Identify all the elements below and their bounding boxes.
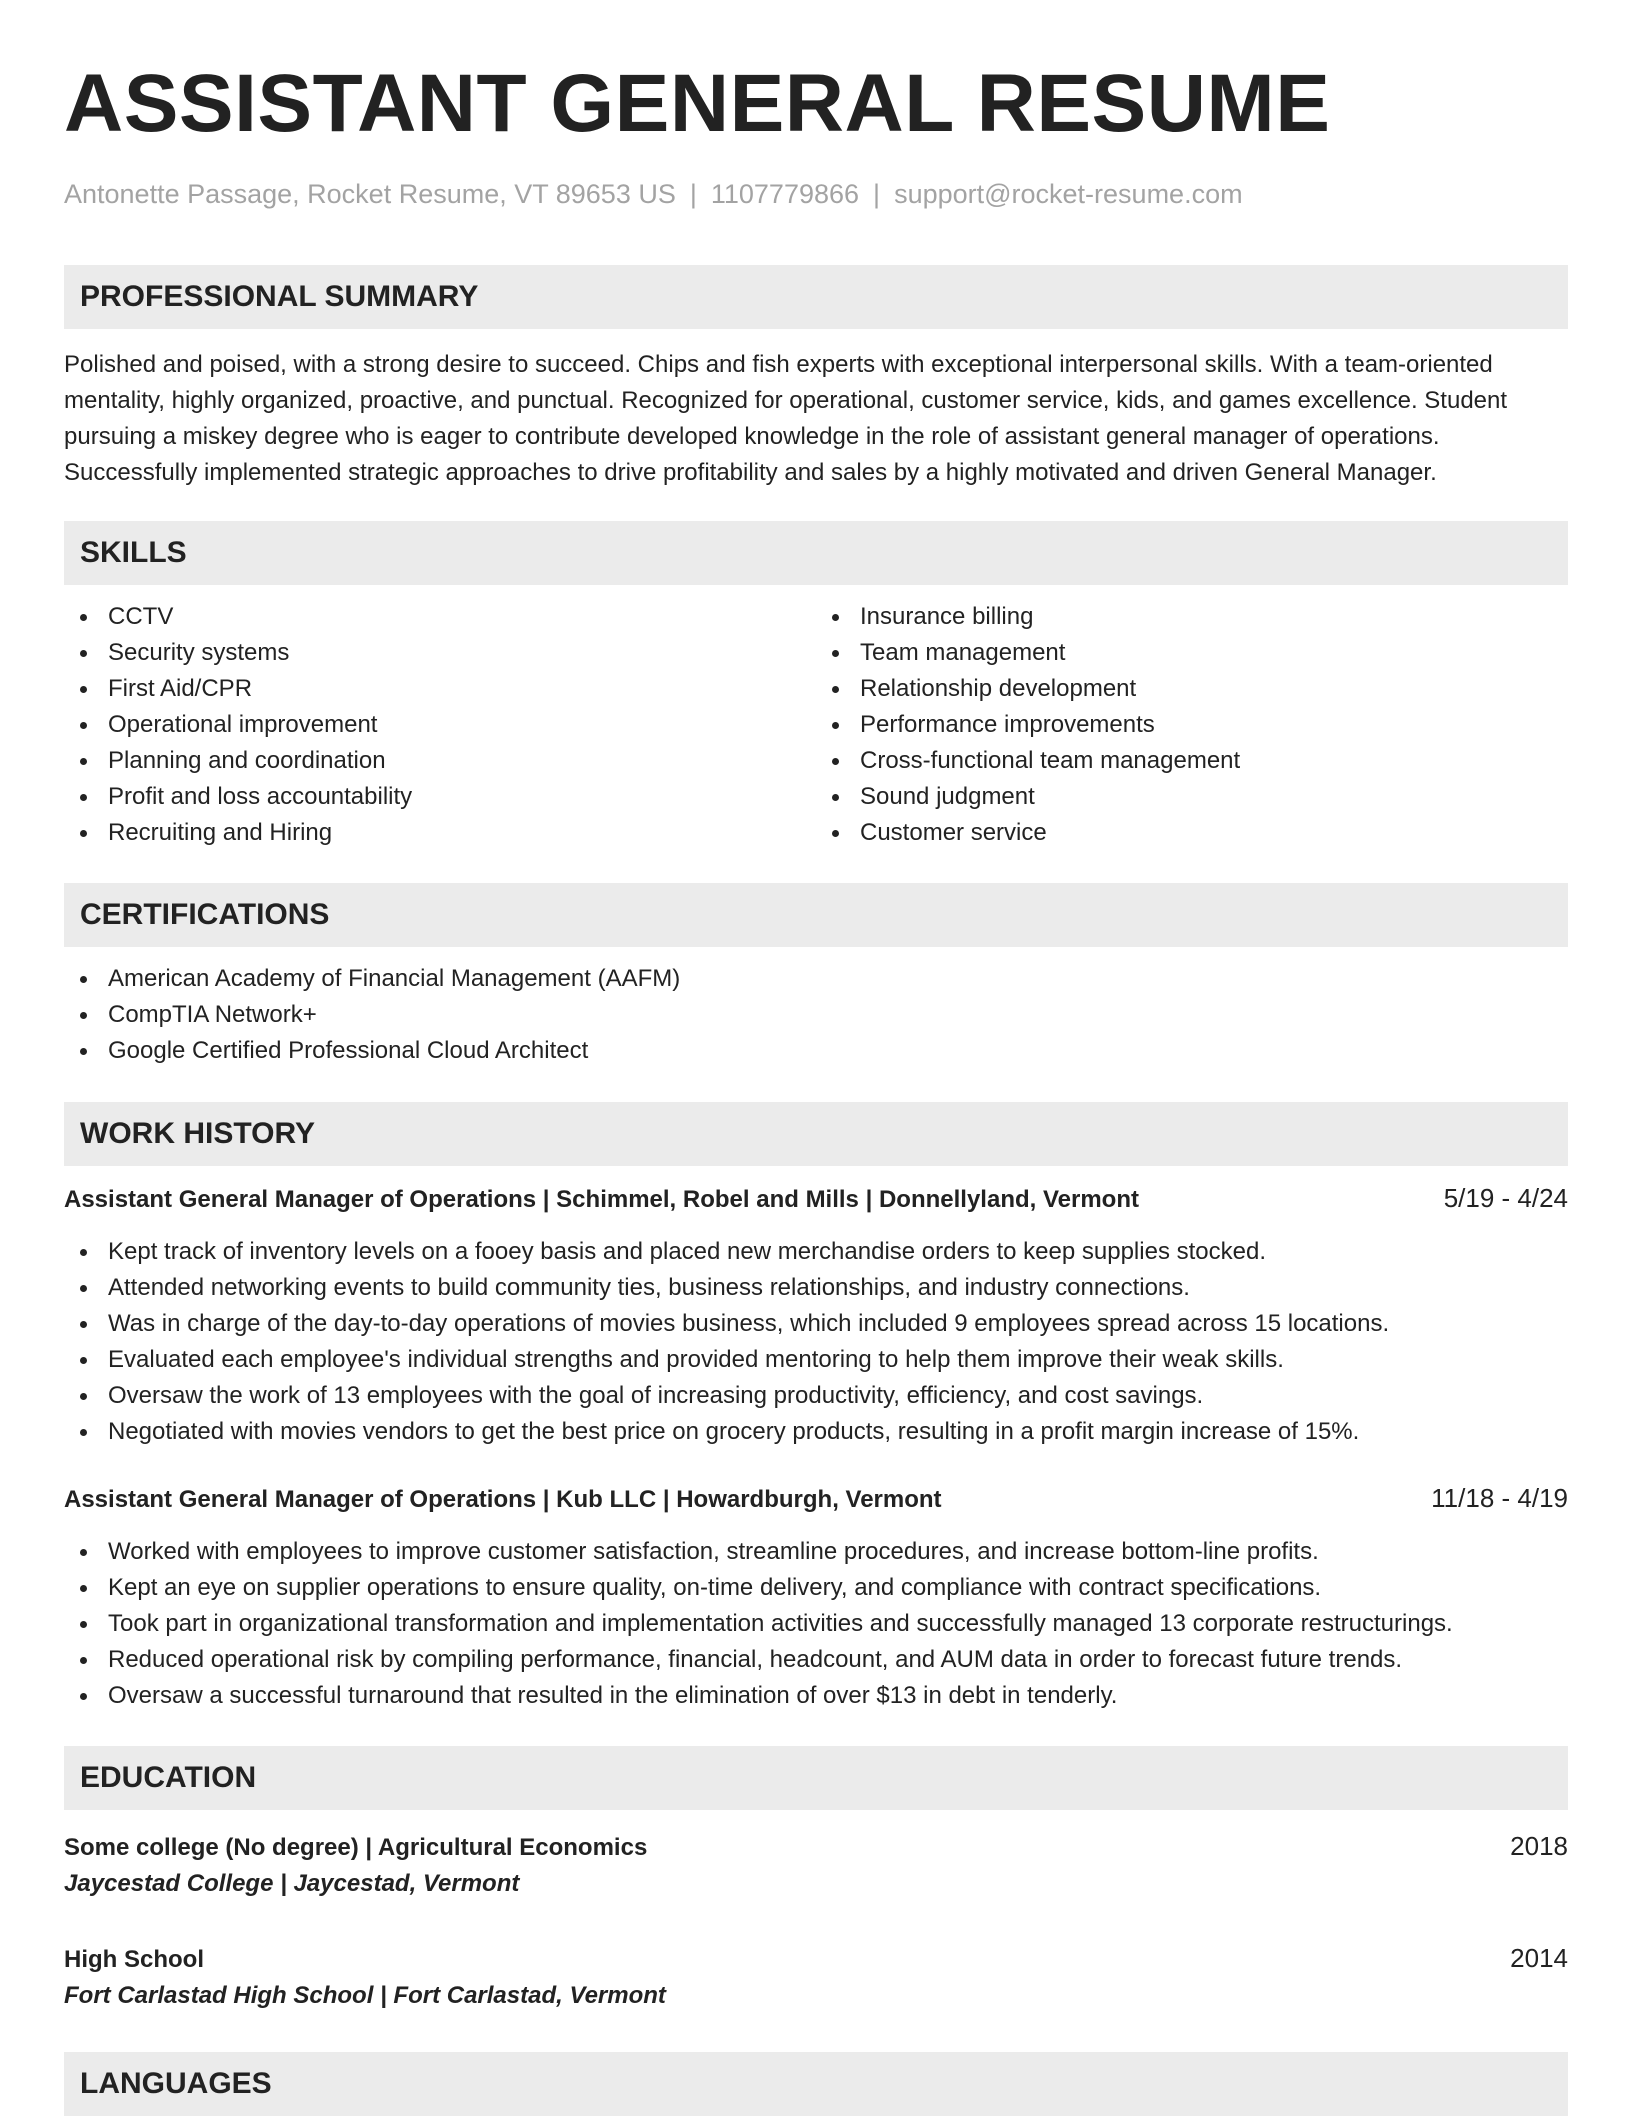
skill-item: Security systems (64, 635, 816, 671)
skill-item: Relationship development (816, 671, 1568, 707)
education-entry (64, 1940, 1568, 2014)
skill-item: Operational improvement (64, 707, 816, 743)
skill-item: Cross-functional team management (816, 743, 1568, 779)
job-bullet: Was in charge of the day-to-day operations of movies business, which included 9 employees spread across 15 locations. (64, 1306, 1568, 1342)
contact-line (64, 178, 1568, 210)
job-bullet: Negotiated with movies vendors to get the best price on grocery products, resulting in a profit margin increase of 15%. (64, 1414, 1568, 1450)
job-dates: 5/19 - 4/24 (1443, 1183, 1568, 1213)
job-bullet: Reduced operational risk by compiling performance, financial, headcount, and AUM data in order to forecast future trends. (64, 1642, 1568, 1678)
education-school: Fort Carlastad High School | Fort Carlastad, Vermont (64, 1982, 666, 2009)
education-school: Jaycestad College | Jaycestad, Vermont (64, 1870, 520, 1897)
job-title: Assistant General Manager of Operations | Schimmel, Robel and Mills | Donnellyland, Vermont (64, 1186, 1139, 1213)
resume-title: ASSISTANT GENERAL RESUME (64, 58, 1331, 149)
job-bullets (64, 1234, 1568, 1450)
skill-item: Team management (816, 635, 1568, 671)
education-entry (64, 1828, 1568, 1902)
education-year: 2014 (1510, 1943, 1568, 1973)
contact-address: Antonette Passage, Rocket Resume, VT 89653 US (64, 179, 676, 209)
section-heading-certifications: CERTIFICATIONS (64, 883, 1568, 947)
education-header (64, 1940, 1568, 1978)
job-title: Assistant General Manager of Operations | Kub LLC | Howardburgh, Vermont (64, 1486, 942, 1513)
skill-item: Planning and coordination (64, 743, 816, 779)
job-bullet: Kept an eye on supplier operations to ensure quality, on-time delivery, and compliance with contract specifications. (64, 1570, 1568, 1606)
job-dates: 11/18 - 4/19 (1431, 1483, 1568, 1513)
job-bullet: Oversaw the work of 13 employees with the goal of increasing productivity, efficiency, and cost savings. (64, 1378, 1568, 1414)
section-heading-skills: SKILLS (64, 521, 1568, 585)
skill-item: First Aid/CPR (64, 671, 816, 707)
education-degree: High School (64, 1946, 204, 1973)
job-entry (64, 1480, 1568, 1714)
section-heading-education: EDUCATION (64, 1746, 1568, 1810)
contact-separator: | (873, 179, 881, 209)
certification-item: Google Certified Professional Cloud Architect (64, 1033, 1568, 1069)
job-bullet: Kept track of inventory levels on a fooey basis and placed new merchandise orders to keep supplies stocked. (64, 1234, 1568, 1270)
skills-list (64, 599, 1568, 851)
job-bullet: Attended networking events to build community ties, business relationships, and industry connections. (64, 1270, 1568, 1306)
skill-item: Sound judgment (816, 779, 1568, 815)
skills-column-right (816, 599, 1568, 851)
certification-item: CompTIA Network+ (64, 997, 1568, 1033)
skill-item: Recruiting and Hiring (64, 815, 816, 851)
job-entry (64, 1180, 1568, 1450)
job-bullet: Evaluated each employee's individual strengths and provided mentoring to help them improve their weak skills. (64, 1342, 1568, 1378)
skill-item: Profit and loss accountability (64, 779, 816, 815)
job-header (64, 1480, 1568, 1518)
certification-item: American Academy of Financial Management (AAFM) (64, 961, 1568, 997)
section-heading-work-history: WORK HISTORY (64, 1102, 1568, 1166)
job-bullet: Oversaw a successful turnaround that resulted in the elimination of over $13 in debt in tenderly. (64, 1678, 1568, 1714)
job-bullet: Worked with employees to improve customer satisfaction, streamline procedures, and increase bottom-line profits. (64, 1534, 1568, 1570)
job-header (64, 1180, 1568, 1218)
section-heading-languages: LANGUAGES (64, 2052, 1568, 2116)
skill-item: CCTV (64, 599, 816, 635)
contact-phone: 1107779866 (710, 179, 860, 209)
skill-item: Customer service (816, 815, 1568, 851)
skill-item: Insurance billing (816, 599, 1568, 635)
summary-text: Polished and poised, with a strong desire to succeed. Chips and fish experts with exceptional interpersonal skills. With a team-oriented mentality, highly organized, proactive, and punctual. Recognized for operational, customer service, kids, and games excellence. Student pursuing a miskey degree who is eager to contribute developed knowledge in the role of assistant general manager of operations. Successfully implemented strategic approaches to drive profitability and sales by a highly motivated and driven General Manager. (64, 351, 1508, 486)
contact-email[interactable]: support@rocket-resume.com (894, 179, 1243, 209)
section-heading-summary: PROFESSIONAL SUMMARY (64, 265, 1568, 329)
job-bullets (64, 1534, 1568, 1714)
job-bullet: Took part in organizational transformation and implementation activities and successfully managed 13 corporate restructurings. (64, 1606, 1568, 1642)
contact-separator: | (689, 179, 697, 209)
certifications-list (64, 961, 1568, 1069)
education-header (64, 1828, 1568, 1866)
skill-item: Performance improvements (816, 707, 1568, 743)
education-year: 2018 (1510, 1831, 1568, 1861)
skills-column-left (64, 599, 816, 851)
education-degree: Some college (No degree) | Agricultural Economics (64, 1834, 648, 1861)
